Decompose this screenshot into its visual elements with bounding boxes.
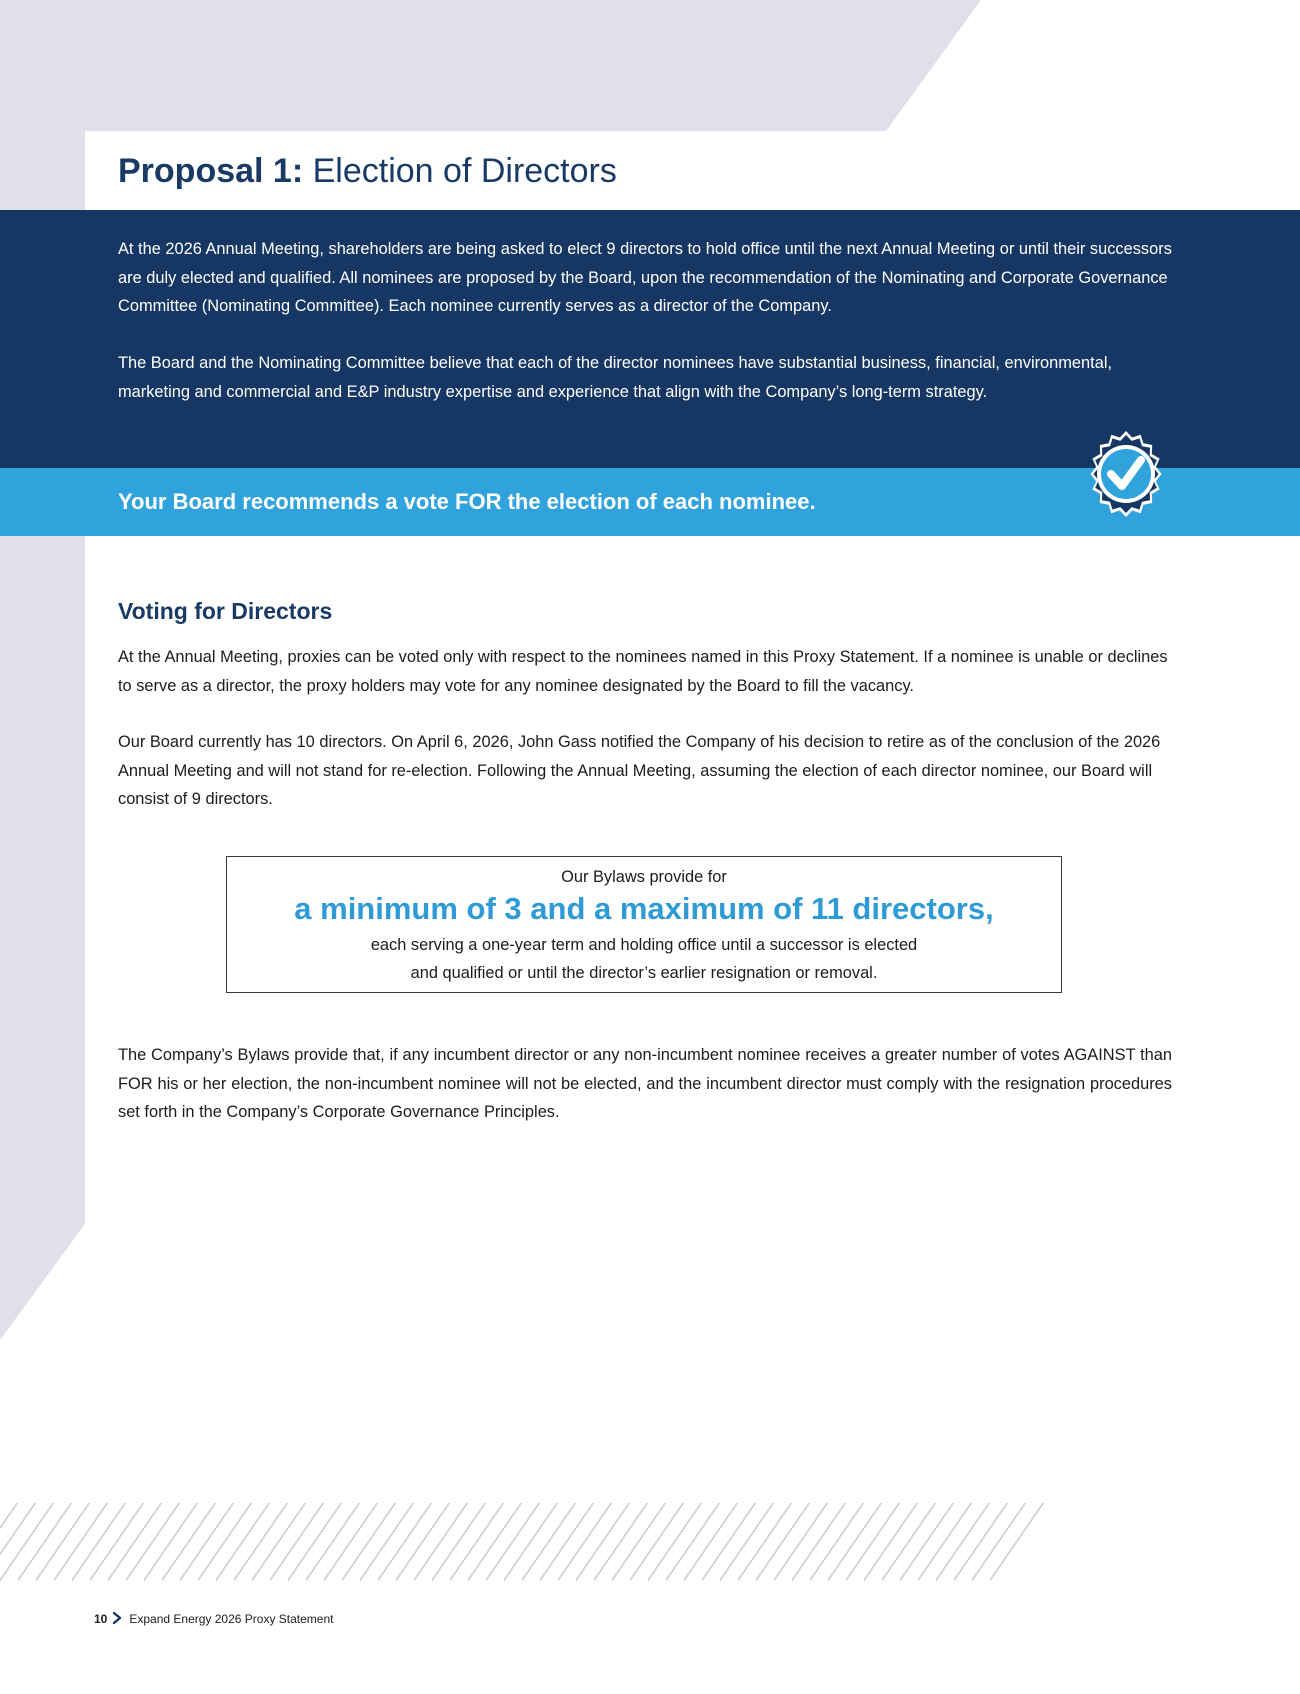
page-footer bbox=[94, 1610, 333, 1628]
chevron-right-icon bbox=[111, 1611, 123, 1625]
proposal-number: Proposal 1: bbox=[118, 152, 304, 190]
proposal-name: Election of Directors bbox=[312, 152, 617, 190]
bylaws-detail bbox=[227, 931, 1061, 987]
intro-paragraph-1: At the 2026 Annual Meeting, shareholders are being asked to elect 9 directors to hold office until the next Annual Meeting or until their successors are duly elected and qualified. All nominees are proposed by the Board, upon the recommendation of the Nominating and Corporate Governance Committee (Nominating Committee). Each nominee currently serves as a director of the Company. bbox=[118, 240, 1172, 315]
voting-paragraph-1: At the Annual Meeting, proxies can be voted only with respect to the nominees named in this Proxy Statement. If a nominee is unable or declines to serve as a director, the proxy holders may vote for any nominee designated by the Board to fill the vacancy. bbox=[118, 648, 1168, 695]
page-number: 10 bbox=[94, 1612, 108, 1626]
voting-paragraph-2: Our Board currently has 10 directors. On April 6, 2026, John Gass notified the Company of his decision to retire as of the conclusion of the 2026 Annual Meeting and will not stand for re-election. Following the Annual Meeting, assuming the election of each director nominee, our Board will consist of 9 directors. bbox=[118, 733, 1161, 808]
closing-paragraph: The Company’s Bylaws provide that, if any incumbent director or any non-incumbent nominee receives a greater number of votes AGAINST than FOR his or her election, the non-incumbent nominee will not be elected, and the incumbent director must comply with the resignation procedures set forth in the Company’s Corporate Governance Principles. bbox=[118, 1046, 1172, 1121]
page-title bbox=[118, 150, 617, 192]
bylaws-highlight: a minimum of 3 and a maximum of 11 directors, bbox=[294, 891, 994, 926]
publication-title: Expand Energy 2026 Proxy Statement bbox=[129, 1612, 334, 1626]
check-seal-icon bbox=[1080, 428, 1172, 520]
bylaws-callout bbox=[226, 856, 1062, 993]
bylaws-intro: Our Bylaws provide for bbox=[561, 868, 727, 886]
intro-paragraph-2: The Board and the Nominating Committee believe that each of the director nominees have substantial business, financial, environmental, marketing and commercial and E&P industry expertise and experience that align with the Company’s long-term strategy. bbox=[118, 354, 1113, 401]
bylaws-detail-line-2: and qualified or until the director’s earlier resignation or removal. bbox=[410, 964, 878, 982]
recommendation-text: Your Board recommends a vote FOR the election of each nominee. bbox=[118, 489, 816, 514]
voting-heading: Voting for Directors bbox=[118, 598, 333, 624]
decorative-hatch-band bbox=[0, 1503, 1045, 1585]
bylaws-detail-line-1: each serving a one-year term and holding office until a successor is elected bbox=[370, 936, 918, 954]
